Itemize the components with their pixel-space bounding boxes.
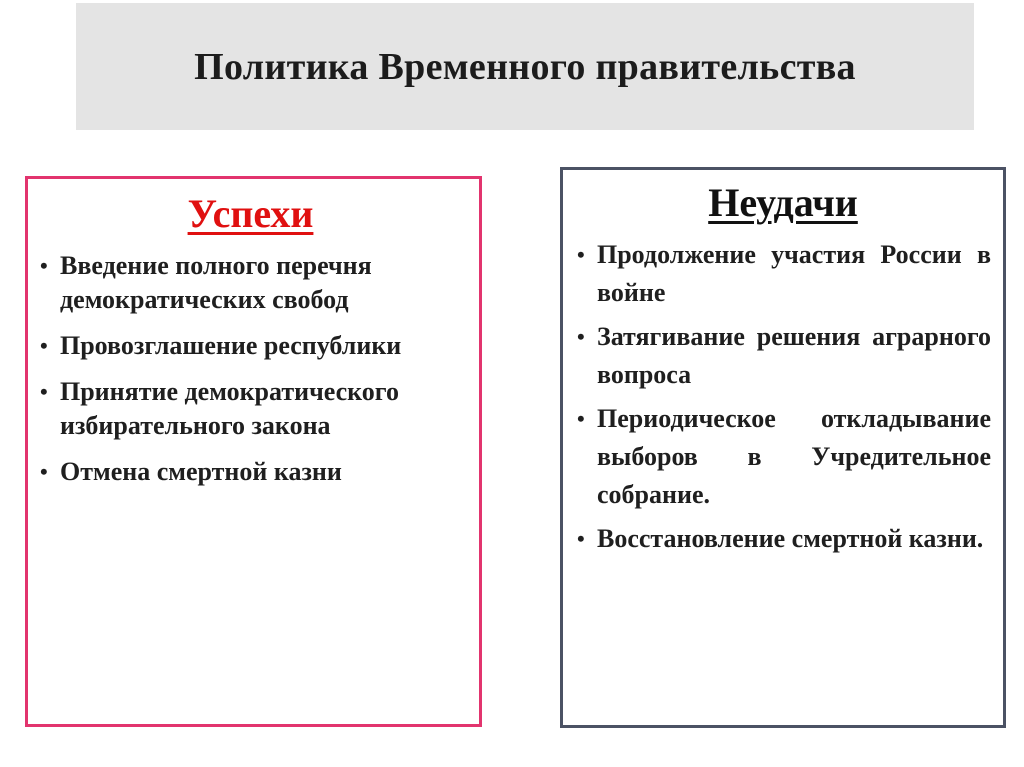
- bullet-icon: •: [577, 526, 585, 551]
- list-item-text: Принятие демократического избирательного закона: [60, 377, 399, 440]
- failures-list: [575, 236, 991, 558]
- list-item-text: Провозглашение республики: [60, 331, 402, 360]
- successes-list: [38, 249, 463, 489]
- list-item: [575, 400, 991, 514]
- successes-panel: [25, 176, 482, 727]
- list-item: [38, 329, 463, 363]
- list-item-text: Восстановление смертной казни.: [597, 524, 984, 553]
- title-band: [76, 3, 974, 130]
- list-item: [575, 236, 991, 312]
- bullet-icon: •: [577, 324, 585, 349]
- list-item-text: Отмена смертной казни: [60, 457, 342, 486]
- bullet-icon: •: [577, 406, 585, 431]
- list-item: [38, 455, 463, 489]
- bullet-icon: •: [577, 242, 585, 267]
- list-item: [38, 375, 463, 443]
- bullet-icon: •: [40, 333, 48, 358]
- list-item: [575, 520, 991, 558]
- list-item-text: Периодическое откладывание выборов в Учредительное собрание.: [597, 404, 991, 509]
- failures-heading: Неудачи: [708, 180, 858, 225]
- list-item: [575, 318, 991, 394]
- slide-title: Политика Временного правительства: [194, 45, 856, 88]
- list-item: [38, 249, 463, 317]
- list-item-text: Продолжение участия России в войне: [597, 240, 991, 307]
- list-item-text: Введение полного перечня демократических свобод: [60, 251, 372, 314]
- successes-heading: Успехи: [187, 191, 314, 236]
- bullet-icon: •: [40, 379, 48, 404]
- list-item-text: Затягивание решения аграрного вопроса: [597, 322, 991, 389]
- bullet-icon: •: [40, 459, 48, 484]
- bullet-icon: •: [40, 253, 48, 278]
- failures-panel: [560, 167, 1006, 728]
